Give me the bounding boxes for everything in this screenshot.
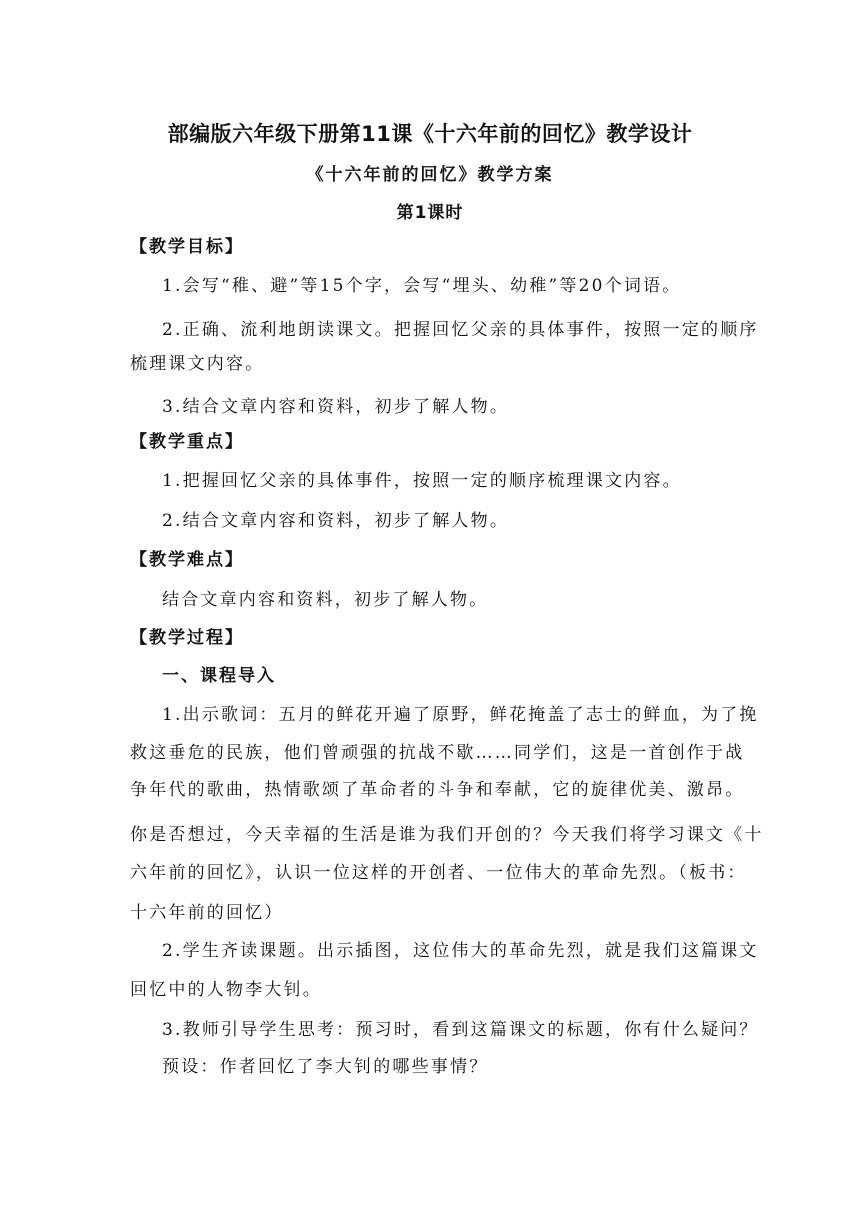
key-points-item-1: 1.把握回忆父亲的具体事件，按照一定的顺序梳理课文内容。: [162, 471, 682, 491]
process-paragraph-1-line-1: 1.出示歌词：五月的鲜花开遍了原野，鲜花掩盖了志士的鲜血，为了挽: [162, 705, 759, 725]
process-paragraph-2-line-1: 2.学生齐读课题。出示插图，这位伟大的革命先烈，就是我们这篇课文: [162, 941, 759, 961]
lesson-label: 第1课时: [396, 203, 464, 223]
process-paragraph-3-line-2: 预设：作者回忆了李大钊的哪些事情？: [162, 1057, 489, 1077]
difficulties-item-1: 结合文章内容和资料，初步了解人物。: [162, 590, 489, 610]
goals-item-2-line-2: 梳理课文内容。: [130, 354, 265, 374]
process-paragraph-3-line-1: 3.教师引导学生思考：预习时，看到这篇课文的标题，你有什么疑问？: [162, 1020, 759, 1040]
difficulties-heading: 【教学难点】: [130, 550, 244, 570]
process-paragraph-1-line-2: 救这垂危的民族，他们曾顽强的抗战不歇……同学们，这是一首创作于战: [130, 743, 745, 763]
process-paragraph-2-line-2: 回忆中的人物李大钊。: [130, 980, 322, 1000]
goals-item-1: 1.会写“稚、避”等15个字，会写“埋头、幼稚”等20个词语。: [162, 276, 682, 296]
key-points-item-2: 2.结合文章内容和资料，初步了解人物。: [162, 511, 510, 531]
process-paragraph-1-line-3: 争年代的歌曲，热情歌颂了革命者的斗争和奉献，它的旋律优美、激昂。: [130, 780, 745, 800]
document-subtitle: 《十六年前的回忆》教学方案: [306, 165, 554, 185]
document-title: 部编版六年级下册第11课《十六年前的回忆》教学设计: [167, 122, 693, 146]
goals-heading: 【教学目标】: [130, 237, 244, 257]
goals-item-3: 3.结合文章内容和资料，初步了解人物。: [162, 397, 510, 417]
process-heading: 【教学过程】: [130, 628, 244, 648]
process-paragraph-1-line-5: 六年前的回忆》，认识一位这样的开创者、一位伟大的革命先烈。（板书：: [130, 863, 747, 883]
key-points-heading: 【教学重点】: [130, 432, 244, 452]
goals-item-2-line-1: 2.正确、流利地朗读课文。把握回忆父亲的具体事件，按照一定的顺序: [162, 320, 759, 340]
process-paragraph-1-line-6: 十六年前的回忆）: [130, 903, 284, 923]
process-section-1: 一、课程导入: [162, 666, 276, 686]
process-paragraph-1-line-4: 你是否想过，今天幸福的生活是谁为我们开创的？今天我们将学习课文《十: [130, 825, 764, 845]
